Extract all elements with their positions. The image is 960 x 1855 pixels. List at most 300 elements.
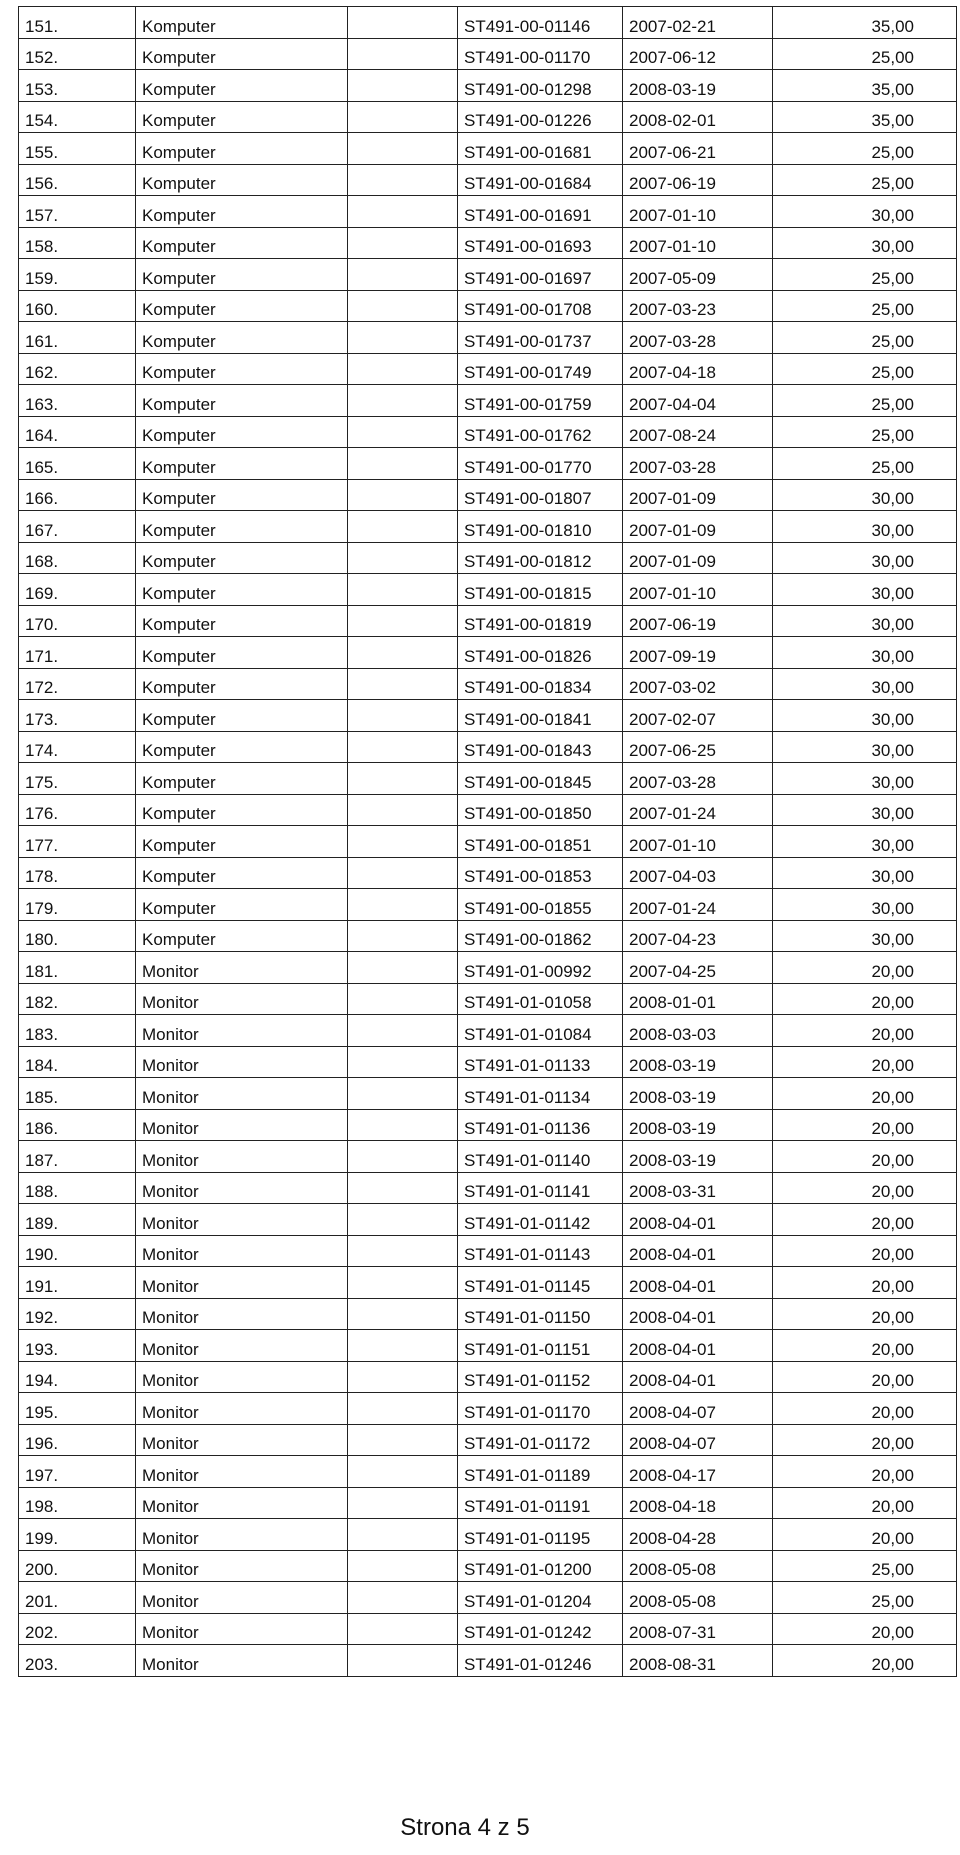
row-number: 175. (19, 763, 136, 795)
table-row (19, 1078, 957, 1110)
inventory-code: ST491-01-01140 (458, 1141, 623, 1173)
item-name: Komputer (136, 196, 348, 228)
item-name: Monitor (136, 1613, 348, 1645)
item-name: Komputer (136, 920, 348, 952)
item-value: 20,00 (773, 1393, 957, 1425)
item-name: Komputer (136, 511, 348, 543)
inventory-code: ST491-00-01697 (458, 259, 623, 291)
item-name: Komputer (136, 857, 348, 889)
acquisition-date: 2007-09-19 (623, 637, 773, 669)
item-name: Komputer (136, 385, 348, 417)
row-number: 163. (19, 385, 136, 417)
item-value: 20,00 (773, 1487, 957, 1519)
row-number: 173. (19, 700, 136, 732)
table-row (19, 38, 957, 70)
row-number: 153. (19, 70, 136, 102)
table-row (19, 1267, 957, 1299)
table-row (19, 983, 957, 1015)
row-number: 195. (19, 1393, 136, 1425)
acquisition-date: 2008-03-19 (623, 1109, 773, 1141)
acquisition-date: 2008-04-01 (623, 1298, 773, 1330)
item-quantity (348, 1487, 458, 1519)
acquisition-date: 2007-06-12 (623, 38, 773, 70)
item-quantity (348, 1204, 458, 1236)
row-number: 169. (19, 574, 136, 606)
item-value: 25,00 (773, 290, 957, 322)
acquisition-date: 2007-03-28 (623, 448, 773, 480)
row-number: 192. (19, 1298, 136, 1330)
row-number: 178. (19, 857, 136, 889)
inventory-code: ST491-00-01815 (458, 574, 623, 606)
row-number: 193. (19, 1330, 136, 1362)
item-value: 30,00 (773, 826, 957, 858)
row-number: 201. (19, 1582, 136, 1614)
inventory-code: ST491-01-01152 (458, 1361, 623, 1393)
acquisition-date: 2007-04-18 (623, 353, 773, 385)
acquisition-date: 2007-01-10 (623, 196, 773, 228)
inventory-code: ST491-01-01200 (458, 1550, 623, 1582)
item-value: 30,00 (773, 857, 957, 889)
acquisition-date: 2008-04-01 (623, 1204, 773, 1236)
table-row (19, 1424, 957, 1456)
row-number: 186. (19, 1109, 136, 1141)
row-number: 191. (19, 1267, 136, 1299)
table-row (19, 416, 957, 448)
item-value: 30,00 (773, 605, 957, 637)
item-value: 30,00 (773, 668, 957, 700)
item-value: 20,00 (773, 1235, 957, 1267)
inventory-code: ST491-00-01770 (458, 448, 623, 480)
inventory-code: ST491-00-01851 (458, 826, 623, 858)
row-number: 162. (19, 353, 136, 385)
acquisition-date: 2008-01-01 (623, 983, 773, 1015)
item-name: Komputer (136, 637, 348, 669)
item-value: 20,00 (773, 952, 957, 984)
item-name: Monitor (136, 1393, 348, 1425)
table-row (19, 1141, 957, 1173)
item-value: 25,00 (773, 1582, 957, 1614)
inventory-code: ST491-00-01737 (458, 322, 623, 354)
item-name: Monitor (136, 1298, 348, 1330)
item-name: Komputer (136, 259, 348, 291)
acquisition-date: 2007-02-07 (623, 700, 773, 732)
inventory-code: ST491-01-01246 (458, 1645, 623, 1677)
item-name: Monitor (136, 1582, 348, 1614)
item-value: 35,00 (773, 101, 957, 133)
table-row (19, 1109, 957, 1141)
table-row (19, 1361, 957, 1393)
acquisition-date: 2007-03-28 (623, 322, 773, 354)
inventory-code: ST491-01-01141 (458, 1172, 623, 1204)
item-value: 35,00 (773, 7, 957, 39)
table-row (19, 826, 957, 858)
row-number: 187. (19, 1141, 136, 1173)
table-row (19, 637, 957, 669)
row-number: 171. (19, 637, 136, 669)
table-row (19, 164, 957, 196)
table-row (19, 353, 957, 385)
acquisition-date: 2007-04-23 (623, 920, 773, 952)
item-quantity (348, 794, 458, 826)
item-name: Komputer (136, 101, 348, 133)
item-quantity (348, 479, 458, 511)
item-name: Monitor (136, 1267, 348, 1299)
row-number: 189. (19, 1204, 136, 1236)
item-quantity (348, 416, 458, 448)
table-row (19, 542, 957, 574)
item-quantity (348, 920, 458, 952)
item-value: 20,00 (773, 1078, 957, 1110)
row-number: 202. (19, 1613, 136, 1645)
table-row (19, 731, 957, 763)
acquisition-date: 2007-05-09 (623, 259, 773, 291)
item-quantity (348, 227, 458, 259)
inventory-code: ST491-01-01133 (458, 1046, 623, 1078)
item-name: Monitor (136, 1456, 348, 1488)
row-number: 160. (19, 290, 136, 322)
table-row (19, 605, 957, 637)
row-number: 166. (19, 479, 136, 511)
inventory-code: ST491-00-01826 (458, 637, 623, 669)
table-row (19, 1645, 957, 1677)
inventory-code: ST491-00-01298 (458, 70, 623, 102)
row-number: 200. (19, 1550, 136, 1582)
item-quantity (348, 164, 458, 196)
acquisition-date: 2007-06-21 (623, 133, 773, 165)
row-number: 188. (19, 1172, 136, 1204)
table-row (19, 574, 957, 606)
item-name: Monitor (136, 1046, 348, 1078)
item-value: 20,00 (773, 1046, 957, 1078)
acquisition-date: 2008-03-31 (623, 1172, 773, 1204)
item-value: 30,00 (773, 637, 957, 669)
item-quantity (348, 511, 458, 543)
item-name: Monitor (136, 1204, 348, 1236)
item-name: Monitor (136, 1235, 348, 1267)
acquisition-date: 2008-04-07 (623, 1393, 773, 1425)
inventory-code: ST491-01-01143 (458, 1235, 623, 1267)
item-value: 20,00 (773, 1141, 957, 1173)
item-value: 20,00 (773, 1456, 957, 1488)
acquisition-date: 2008-04-01 (623, 1361, 773, 1393)
inventory-code: ST491-01-00992 (458, 952, 623, 984)
acquisition-date: 2007-08-24 (623, 416, 773, 448)
item-name: Komputer (136, 700, 348, 732)
item-quantity (348, 7, 458, 39)
item-value: 30,00 (773, 196, 957, 228)
row-number: 194. (19, 1361, 136, 1393)
table-row (19, 1046, 957, 1078)
inventory-code: ST491-00-01749 (458, 353, 623, 385)
row-number: 176. (19, 794, 136, 826)
item-name: Komputer (136, 290, 348, 322)
table-row (19, 1487, 957, 1519)
item-value: 30,00 (773, 731, 957, 763)
inventory-code: ST491-00-01759 (458, 385, 623, 417)
item-quantity (348, 983, 458, 1015)
item-value: 25,00 (773, 322, 957, 354)
item-name: Monitor (136, 1172, 348, 1204)
acquisition-date: 2007-01-10 (623, 574, 773, 606)
page-number: Strona 4 z 5 (400, 1814, 530, 1841)
row-number: 197. (19, 1456, 136, 1488)
item-quantity (348, 196, 458, 228)
acquisition-date: 2008-02-01 (623, 101, 773, 133)
row-number: 157. (19, 196, 136, 228)
item-quantity (348, 1078, 458, 1110)
item-quantity (348, 1393, 458, 1425)
item-value: 20,00 (773, 1424, 957, 1456)
item-name: Komputer (136, 164, 348, 196)
inventory-code: ST491-00-01226 (458, 101, 623, 133)
inventory-code: ST491-01-01150 (458, 1298, 623, 1330)
item-name: Komputer (136, 574, 348, 606)
item-name: Monitor (136, 1330, 348, 1362)
item-name: Komputer (136, 479, 348, 511)
inventory-code: ST491-01-01134 (458, 1078, 623, 1110)
item-name: Komputer (136, 731, 348, 763)
item-name: Komputer (136, 605, 348, 637)
inventory-code: ST491-00-01691 (458, 196, 623, 228)
row-number: 196. (19, 1424, 136, 1456)
inventory-code: ST491-01-01172 (458, 1424, 623, 1456)
inventory-code: ST491-01-01195 (458, 1519, 623, 1551)
row-number: 168. (19, 542, 136, 574)
table-row (19, 227, 957, 259)
item-quantity (348, 637, 458, 669)
row-number: 165. (19, 448, 136, 480)
item-name: Komputer (136, 322, 348, 354)
item-quantity (348, 353, 458, 385)
table-row (19, 133, 957, 165)
item-name: Monitor (136, 1361, 348, 1393)
item-name: Komputer (136, 353, 348, 385)
inventory-table-body (19, 7, 957, 1677)
item-quantity (348, 448, 458, 480)
item-name: Komputer (136, 133, 348, 165)
item-quantity (348, 259, 458, 291)
table-row (19, 920, 957, 952)
inventory-code: ST491-00-01810 (458, 511, 623, 543)
inventory-code: ST491-00-01684 (458, 164, 623, 196)
acquisition-date: 2008-03-19 (623, 1078, 773, 1110)
table-row (19, 763, 957, 795)
acquisition-date: 2008-03-03 (623, 1015, 773, 1047)
item-value: 20,00 (773, 1645, 957, 1677)
row-number: 154. (19, 101, 136, 133)
table-row (19, 1550, 957, 1582)
inventory-table (18, 6, 957, 1677)
acquisition-date: 2007-01-10 (623, 227, 773, 259)
row-number: 174. (19, 731, 136, 763)
inventory-code: ST491-01-01151 (458, 1330, 623, 1362)
item-value: 20,00 (773, 1015, 957, 1047)
acquisition-date: 2008-08-31 (623, 1645, 773, 1677)
acquisition-date: 2007-03-02 (623, 668, 773, 700)
row-number: 203. (19, 1645, 136, 1677)
acquisition-date: 2007-06-19 (623, 605, 773, 637)
item-name: Monitor (136, 1141, 348, 1173)
acquisition-date: 2007-01-09 (623, 511, 773, 543)
item-value: 25,00 (773, 259, 957, 291)
table-row (19, 889, 957, 921)
inventory-code: ST491-00-01845 (458, 763, 623, 795)
table-row (19, 479, 957, 511)
item-value: 25,00 (773, 448, 957, 480)
table-row (19, 1330, 957, 1362)
table-row (19, 7, 957, 39)
row-number: 161. (19, 322, 136, 354)
row-number: 151. (19, 7, 136, 39)
item-quantity (348, 1172, 458, 1204)
row-number: 183. (19, 1015, 136, 1047)
item-quantity (348, 605, 458, 637)
item-name: Monitor (136, 1645, 348, 1677)
row-number: 167. (19, 511, 136, 543)
table-row (19, 101, 957, 133)
table-row (19, 448, 957, 480)
table-row (19, 511, 957, 543)
inventory-code: ST491-01-01189 (458, 1456, 623, 1488)
acquisition-date: 2007-01-10 (623, 826, 773, 858)
item-quantity (348, 133, 458, 165)
item-value: 25,00 (773, 1550, 957, 1582)
item-value: 25,00 (773, 416, 957, 448)
table-row (19, 1015, 957, 1047)
inventory-code: ST491-00-01855 (458, 889, 623, 921)
item-name: Komputer (136, 794, 348, 826)
item-value: 20,00 (773, 983, 957, 1015)
row-number: 180. (19, 920, 136, 952)
item-name: Monitor (136, 983, 348, 1015)
row-number: 159. (19, 259, 136, 291)
item-name: Komputer (136, 889, 348, 921)
row-number: 172. (19, 668, 136, 700)
inventory-code: ST491-00-01812 (458, 542, 623, 574)
item-value: 30,00 (773, 700, 957, 732)
acquisition-date: 2008-05-08 (623, 1550, 773, 1582)
table-row (19, 1613, 957, 1645)
item-quantity (348, 1267, 458, 1299)
table-row (19, 385, 957, 417)
item-value: 30,00 (773, 889, 957, 921)
inventory-code: ST491-00-01693 (458, 227, 623, 259)
item-quantity (348, 668, 458, 700)
acquisition-date: 2007-01-24 (623, 794, 773, 826)
item-quantity (348, 1015, 458, 1047)
item-name: Komputer (136, 7, 348, 39)
item-value: 20,00 (773, 1109, 957, 1141)
acquisition-date: 2007-06-19 (623, 164, 773, 196)
inventory-code: ST491-00-01862 (458, 920, 623, 952)
inventory-code: ST491-00-01819 (458, 605, 623, 637)
item-quantity (348, 1424, 458, 1456)
table-row (19, 668, 957, 700)
inventory-code: ST491-00-01841 (458, 700, 623, 732)
item-name: Komputer (136, 542, 348, 574)
table-row (19, 857, 957, 889)
row-number: 152. (19, 38, 136, 70)
item-quantity (348, 101, 458, 133)
acquisition-date: 2007-03-23 (623, 290, 773, 322)
item-quantity (348, 322, 458, 354)
inventory-code: ST491-01-01191 (458, 1487, 623, 1519)
inventory-code: ST491-00-01681 (458, 133, 623, 165)
item-quantity (348, 826, 458, 858)
item-name: Komputer (136, 763, 348, 795)
acquisition-date: 2008-04-01 (623, 1235, 773, 1267)
item-name: Monitor (136, 1109, 348, 1141)
acquisition-date: 2007-06-25 (623, 731, 773, 763)
inventory-code: ST491-00-01762 (458, 416, 623, 448)
inventory-code: ST491-00-01170 (458, 38, 623, 70)
acquisition-date: 2008-05-08 (623, 1582, 773, 1614)
item-value: 30,00 (773, 511, 957, 543)
acquisition-date: 2008-04-01 (623, 1267, 773, 1299)
item-quantity (348, 1456, 458, 1488)
acquisition-date: 2008-04-01 (623, 1330, 773, 1362)
item-name: Komputer (136, 448, 348, 480)
inventory-code: ST491-00-01843 (458, 731, 623, 763)
item-name: Monitor (136, 952, 348, 984)
item-name: Komputer (136, 416, 348, 448)
table-row (19, 700, 957, 732)
item-quantity (348, 731, 458, 763)
item-value: 30,00 (773, 479, 957, 511)
table-row (19, 259, 957, 291)
item-name: Komputer (136, 38, 348, 70)
table-row (19, 1172, 957, 1204)
row-number: 177. (19, 826, 136, 858)
item-value: 30,00 (773, 920, 957, 952)
table-row (19, 322, 957, 354)
table-row (19, 1456, 957, 1488)
acquisition-date: 2007-01-09 (623, 479, 773, 511)
row-number: 155. (19, 133, 136, 165)
acquisition-date: 2007-01-09 (623, 542, 773, 574)
item-quantity (348, 700, 458, 732)
item-value: 25,00 (773, 385, 957, 417)
row-number: 164. (19, 416, 136, 448)
item-value: 30,00 (773, 574, 957, 606)
table-row (19, 196, 957, 228)
inventory-code: ST491-00-01708 (458, 290, 623, 322)
table-row (19, 1582, 957, 1614)
table-row (19, 70, 957, 102)
row-number: 185. (19, 1078, 136, 1110)
table-row (19, 1235, 957, 1267)
row-number: 158. (19, 227, 136, 259)
table-row (19, 1519, 957, 1551)
inventory-code: ST491-00-01850 (458, 794, 623, 826)
item-value: 20,00 (773, 1519, 957, 1551)
item-name: Monitor (136, 1519, 348, 1551)
inventory-code: ST491-01-01084 (458, 1015, 623, 1047)
row-number: 199. (19, 1519, 136, 1551)
acquisition-date: 2008-03-19 (623, 70, 773, 102)
item-quantity (348, 1550, 458, 1582)
item-name: Monitor (136, 1487, 348, 1519)
item-quantity (348, 1046, 458, 1078)
acquisition-date: 2008-04-07 (623, 1424, 773, 1456)
item-quantity (348, 1582, 458, 1614)
inventory-code: ST491-00-01853 (458, 857, 623, 889)
item-value: 25,00 (773, 164, 957, 196)
item-quantity (348, 857, 458, 889)
acquisition-date: 2007-01-24 (623, 889, 773, 921)
acquisition-date: 2008-03-19 (623, 1046, 773, 1078)
acquisition-date: 2007-04-04 (623, 385, 773, 417)
